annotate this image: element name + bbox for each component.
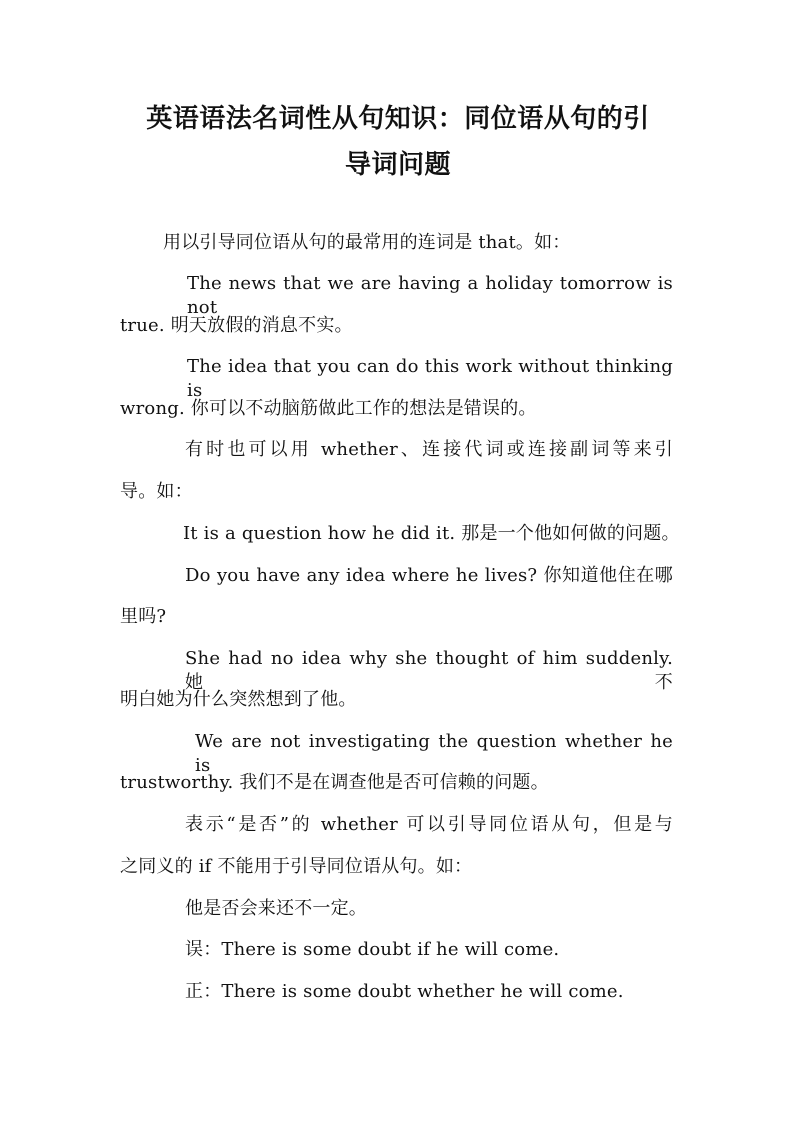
paragraph-if-line-2: 之同义的 if 不能用于引导同位语从句。如： xyxy=(120,856,473,877)
example-7-chinese: 他是否会来还不一定。 xyxy=(185,898,367,919)
example-1-line-1: The news that we are having a holiday tomorrow is not xyxy=(187,273,673,318)
example-4-line-1: Do you have any idea where he lives? 你知道他住在哪 xyxy=(185,565,673,586)
example-2-line-1: The idea that you can do this work without thinking is xyxy=(187,356,673,401)
paragraph-intro-line: 用以引导同位语从句的最常用的连词是 that。如： xyxy=(163,232,571,253)
title-line-1: 英语语法名词性从句知识：同位语从句的引 xyxy=(146,104,650,134)
title-line-2: 导词问题 xyxy=(344,150,451,180)
example-7-correct: 正：There is some doubt whether he will come. xyxy=(185,981,624,1002)
example-7-wrong: 误：There is some doubt if he will come. xyxy=(185,939,560,960)
example-1-line-2: true. 明天放假的消息不实。 xyxy=(120,315,353,336)
example-6-line-2: trustworthy. 我们不是在调查他是否可信赖的问题。 xyxy=(120,772,549,793)
example-4-line-2: 里吗? xyxy=(120,606,167,627)
example-6-line-1: We are not investigating the question whether he is xyxy=(195,731,673,776)
example-2-line-2: wrong. 你可以不动脑筋做此工作的想法是错误的。 xyxy=(120,398,537,419)
example-5-line-1: She had no idea why she thought of him suddenly. 她不 xyxy=(185,648,673,693)
document-title xyxy=(118,96,678,188)
paragraph-whether-line-2: 导。如： xyxy=(120,481,193,502)
paragraph-whether-line-1: 有时也可以用 whether、连接代词或连接副词等来引 xyxy=(185,439,673,460)
example-3-line: It is a question how he did it. 那是一个他如何做的问题。 xyxy=(183,523,680,544)
paragraph-if-line-1: 表示“是否”的 whether 可以引导同位语从句，但是与 xyxy=(185,814,673,835)
example-5-line-2: 明白她为什么突然想到了他。 xyxy=(120,689,357,710)
